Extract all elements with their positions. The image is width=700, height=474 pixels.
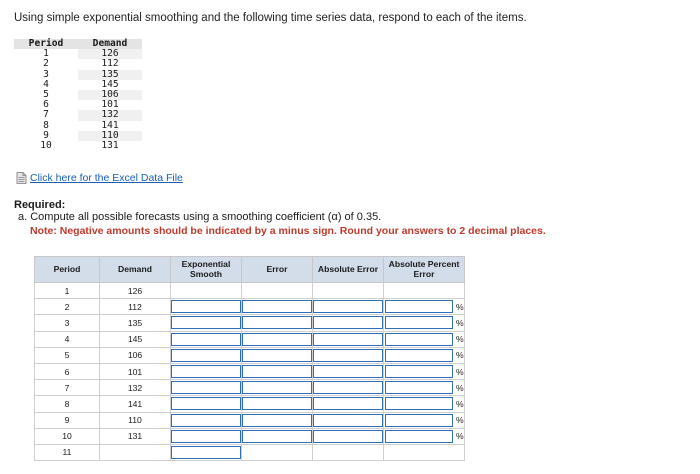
cell-absolute-error [313,444,384,460]
cell-absolute-percent-error [384,331,465,347]
cell-demand: 112 [100,299,171,315]
cell-exponential-smooth [171,412,242,428]
cell-exponential-smooth [171,315,242,331]
absolute-error-input[interactable] [313,414,383,427]
time-series-data-table [14,39,142,151]
exponential-smooth-input[interactable] [171,381,241,394]
cell-exponential-smooth [171,428,242,444]
data-cell-period: 8 [43,119,49,131]
cell-absolute-error [313,363,384,379]
error-input[interactable] [242,397,312,410]
absolute-error-input[interactable] [313,397,383,410]
data-row [14,110,142,120]
data-cell-demand: 132 [78,110,142,120]
header-absolute-percent-error: Absolute Percent Error [384,257,465,283]
data-cell-demand: 106 [78,90,142,100]
cell-period: 7 [35,380,100,396]
header-demand: Demand [100,257,171,283]
error-input[interactable] [242,349,312,362]
cell-error [242,412,313,428]
cell-period: 2 [35,299,100,315]
cell-absolute-percent-error [384,412,465,428]
data-header-period: Period [14,39,78,49]
absolute-percent-error-input[interactable] [385,381,453,394]
error-input[interactable] [242,381,312,394]
cell-error [242,347,313,363]
cell-period: 6 [35,363,100,379]
data-row [14,59,142,69]
cell-exponential-smooth [171,347,242,363]
data-cell-demand: 126 [78,49,142,59]
error-input[interactable] [242,414,312,427]
data-row [14,141,142,151]
percent-symbol: % [456,398,464,409]
cell-demand: 106 [100,347,171,363]
cell-absolute-error [313,299,384,315]
cell-exponential-smooth [171,363,242,379]
cell-period: 5 [35,347,100,363]
cell-absolute-percent-error [384,283,465,299]
data-row [14,90,142,100]
data-cell-period: 9 [43,129,49,141]
cell-exponential-smooth [171,331,242,347]
cell-demand: 145 [100,331,171,347]
cell-demand: 131 [100,428,171,444]
absolute-error-input[interactable] [313,333,383,346]
data-cell-period: 5 [43,89,49,101]
absolute-error-input[interactable] [313,381,383,394]
absolute-percent-error-input[interactable] [385,365,453,378]
percent-symbol: % [456,415,464,426]
percent-symbol: % [456,382,464,393]
cell-absolute-error [313,347,384,363]
error-input[interactable] [242,333,312,346]
exponential-smooth-input[interactable] [171,397,241,410]
error-input[interactable] [242,430,312,443]
absolute-error-input[interactable] [313,316,383,329]
cell-exponential-smooth [171,380,242,396]
data-cell-demand: 110 [78,131,142,141]
data-cell-demand: 131 [101,140,119,152]
absolute-percent-error-input[interactable] [385,397,453,410]
cell-absolute-error [313,380,384,396]
cell-period: 8 [35,396,100,412]
cell-demand: 135 [100,315,171,331]
forecast-table [34,256,465,461]
excel-link-label[interactable]: Click here for the Excel Data File [30,172,183,184]
cell-absolute-error [313,331,384,347]
data-cell-period: 7 [43,109,49,121]
cell-absolute-error [313,412,384,428]
data-cell-demand: 112 [101,58,119,70]
data-row [14,80,142,90]
absolute-percent-error-input[interactable] [385,316,453,329]
cell-absolute-percent-error [384,428,465,444]
absolute-error-input[interactable] [313,430,383,443]
forecast-row [35,347,465,363]
exponential-smooth-input[interactable] [171,446,241,459]
absolute-error-input[interactable] [313,349,383,362]
forecast-row [35,299,465,315]
cell-absolute-percent-error [384,363,465,379]
absolute-error-input[interactable] [313,300,383,313]
intro-text: Using simple exponential smoothing and the following time series data, respond to each of the items. [14,12,527,24]
data-cell-period: 1 [43,48,49,60]
percent-symbol: % [456,431,464,442]
cell-absolute-error [313,283,384,299]
cell-demand: 101 [100,363,171,379]
data-row [14,49,142,59]
data-row [14,121,142,131]
data-cell-period: 2 [43,58,49,70]
data-cell-demand: 101 [101,99,119,111]
header-error: Error [242,257,313,283]
forecast-row [35,380,465,396]
data-cell-period: 3 [43,68,49,80]
data-cell-demand: 145 [101,78,119,90]
forecast-row [35,428,465,444]
exponential-smooth-input[interactable] [171,414,241,427]
excel-file-icon [16,172,27,184]
cell-error [242,283,313,299]
percent-symbol: % [456,350,464,361]
data-cell-period: 10 [40,140,52,152]
cell-period: 11 [35,444,100,460]
data-row [14,100,142,110]
cell-error [242,396,313,412]
forecast-row [35,396,465,412]
absolute-percent-error-input[interactable] [385,430,453,443]
exponential-smooth-input[interactable] [171,430,241,443]
cell-period: 10 [35,428,100,444]
exponential-smooth-input[interactable] [171,316,241,329]
exponential-smooth-input[interactable] [171,333,241,346]
rounding-note: Note: Negative amounts should be indicated by a minus sign. Round your answers to 2 decimal places. [30,225,546,237]
forecast-row [35,444,465,460]
absolute-percent-error-input[interactable] [385,349,453,362]
cell-absolute-percent-error [384,299,465,315]
cell-absolute-error [313,396,384,412]
cell-demand: 126 [100,283,171,299]
percent-symbol: % [456,334,464,345]
cell-exponential-smooth [171,396,242,412]
absolute-percent-error-input[interactable] [385,333,453,346]
header-period: Period [35,257,100,283]
cell-period: 9 [35,412,100,428]
data-cell-period: 6 [43,99,49,111]
data-row [14,70,142,80]
error-input[interactable] [242,300,312,313]
percent-symbol: % [456,366,464,377]
cell-absolute-error [313,315,384,331]
forecast-row [35,315,465,331]
part-a-instruction: a. Compute all possible forecasts using a smoothing coefficient (α) of 0.35. [18,211,382,223]
forecast-row [35,412,465,428]
cell-error [242,331,313,347]
cell-error [242,363,313,379]
cell-absolute-percent-error [384,315,465,331]
exponential-smooth-input[interactable] [171,349,241,362]
cell-error [242,380,313,396]
cell-error [242,444,313,460]
forecast-row [35,363,465,379]
cell-demand: 141 [100,396,171,412]
cell-absolute-percent-error [384,347,465,363]
data-row [14,131,142,141]
data-cell-period: 4 [43,78,49,90]
cell-period: 1 [35,283,100,299]
cell-exponential-smooth [171,283,242,299]
cell-error [242,315,313,331]
absolute-percent-error-input[interactable] [385,414,453,427]
header-absolute-error: Absolute Error [313,257,384,283]
exponential-smooth-input[interactable] [171,365,241,378]
cell-exponential-smooth [171,299,242,315]
cell-demand: 110 [100,412,171,428]
data-header-demand: Demand [78,39,142,49]
exponential-smooth-input[interactable] [171,300,241,313]
cell-period: 4 [35,331,100,347]
data-cell-demand: 141 [101,119,119,131]
cell-absolute-percent-error [384,396,465,412]
cell-demand: 132 [100,380,171,396]
forecast-row [35,331,465,347]
absolute-error-input[interactable] [313,365,383,378]
percent-symbol: % [456,317,464,328]
data-cell-demand: 135 [78,70,142,80]
cell-exponential-smooth [171,444,242,460]
cell-error [242,428,313,444]
cell-absolute-error [313,428,384,444]
percent-symbol: % [456,301,464,312]
cell-absolute-percent-error [384,380,465,396]
cell-demand [100,444,171,460]
required-heading: Required: [14,199,66,211]
error-input[interactable] [242,365,312,378]
forecast-row [35,283,465,299]
excel-data-file-link[interactable] [16,172,183,184]
header-exponential-smooth: Exponential Smooth [171,257,242,283]
absolute-percent-error-input[interactable] [385,300,453,313]
cell-absolute-percent-error [384,444,465,460]
error-input[interactable] [242,316,312,329]
cell-period: 3 [35,315,100,331]
cell-error [242,299,313,315]
